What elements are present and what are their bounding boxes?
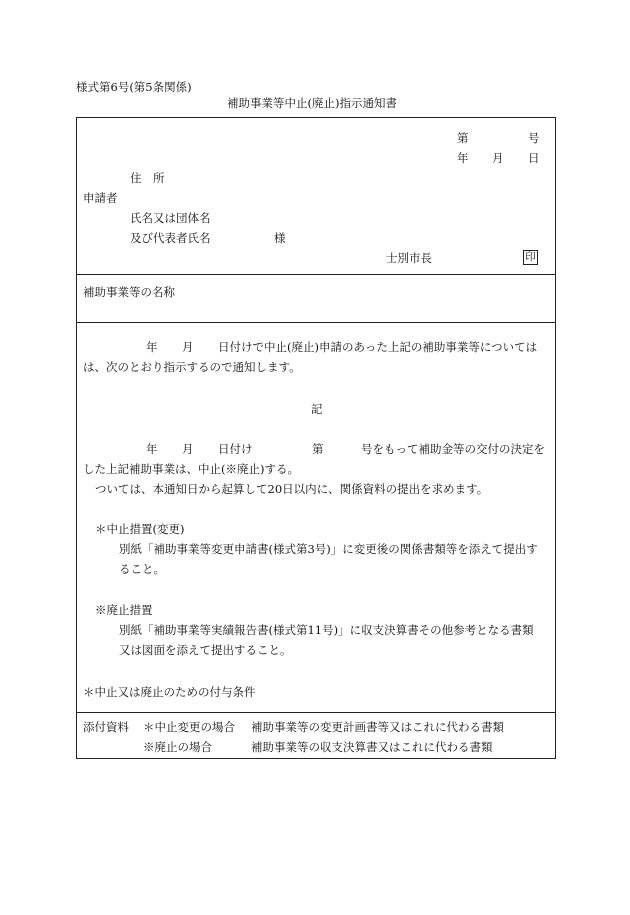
honorific: 様 [274,231,286,245]
ki-heading: 記 [311,402,323,416]
divider-after-project-name [76,322,556,323]
abolish-line2: 又は図面を添えて提出すること。 [119,643,292,657]
number-suffix: 号 [528,131,540,145]
para2-line2: した上記補助事業は、中止(※廃止)する。 [83,462,299,476]
address-label: 住 所 [130,171,165,185]
abolish-line1: 別紙「補助事業等実績報告書(様式第11号)」に収支決算書その他参考となる書類 [119,623,534,637]
attachment-doc-abolish: 補助事業等の収支決算書又はこれに代わる書類 [251,740,493,754]
date-year-label: 年 [457,151,469,165]
date-month-label: 月 [492,151,504,165]
para1-text: 日付けで中止(廃止)申請のあった上記の補助事業等については [218,340,538,354]
para1-line2: は、次のとおり指示するので通知します。 [83,360,301,374]
change-line2: ること。 [119,562,165,576]
para2-year: 年 [146,442,158,456]
attachments-label: 添付資料 [83,720,129,734]
document-title: 補助事業等中止(廃止)指示通知書 [227,96,397,110]
change-line1: 別紙「補助事業等変更申請書(様式第3号)」に変更後の関係書類等を添えて提出す [119,542,538,556]
applicant-label: 申請者 [83,191,118,205]
attachment-case-change: ＊中止変更の場合 [143,720,235,734]
name-label: 氏名又は団体名 [130,211,211,225]
para2-text: 号をもって補助金等の交付の決定を [361,442,545,456]
form-number: 様式第6号(第5条関係) [76,80,192,94]
issuer-title: 士別市長 [386,251,432,265]
para1-month: 月 [182,340,194,354]
attachment-case-abolish: ※廃止の場合 [143,740,212,754]
divider-after-header [76,274,556,275]
para2-month: 月 [182,442,194,456]
change-heading: ＊中止措置(変更) [95,522,185,536]
representative-label: 及び代表者氏名 [130,231,211,245]
conditions-label: ＊中止又は廃止のための付与条件 [83,685,256,699]
seal-stamp: 印 [523,250,538,265]
number-prefix: 第 [457,131,469,145]
para2-date: 日付け [218,442,253,456]
date-day-label: 日 [528,151,540,165]
para2-number-prefix: 第 [312,442,324,456]
attachment-doc-change: 補助事業等の変更計画書等又はこれに代わる書類 [251,720,504,734]
para3: ついては、本通知日から起算して20日以内に、関係資料の提出を求めます。 [95,482,489,496]
para1-year: 年 [146,340,158,354]
abolish-heading: ※廃止措置 [95,603,153,617]
project-name-label: 補助事業等の名称 [83,285,175,299]
divider-before-attachments [76,712,556,713]
